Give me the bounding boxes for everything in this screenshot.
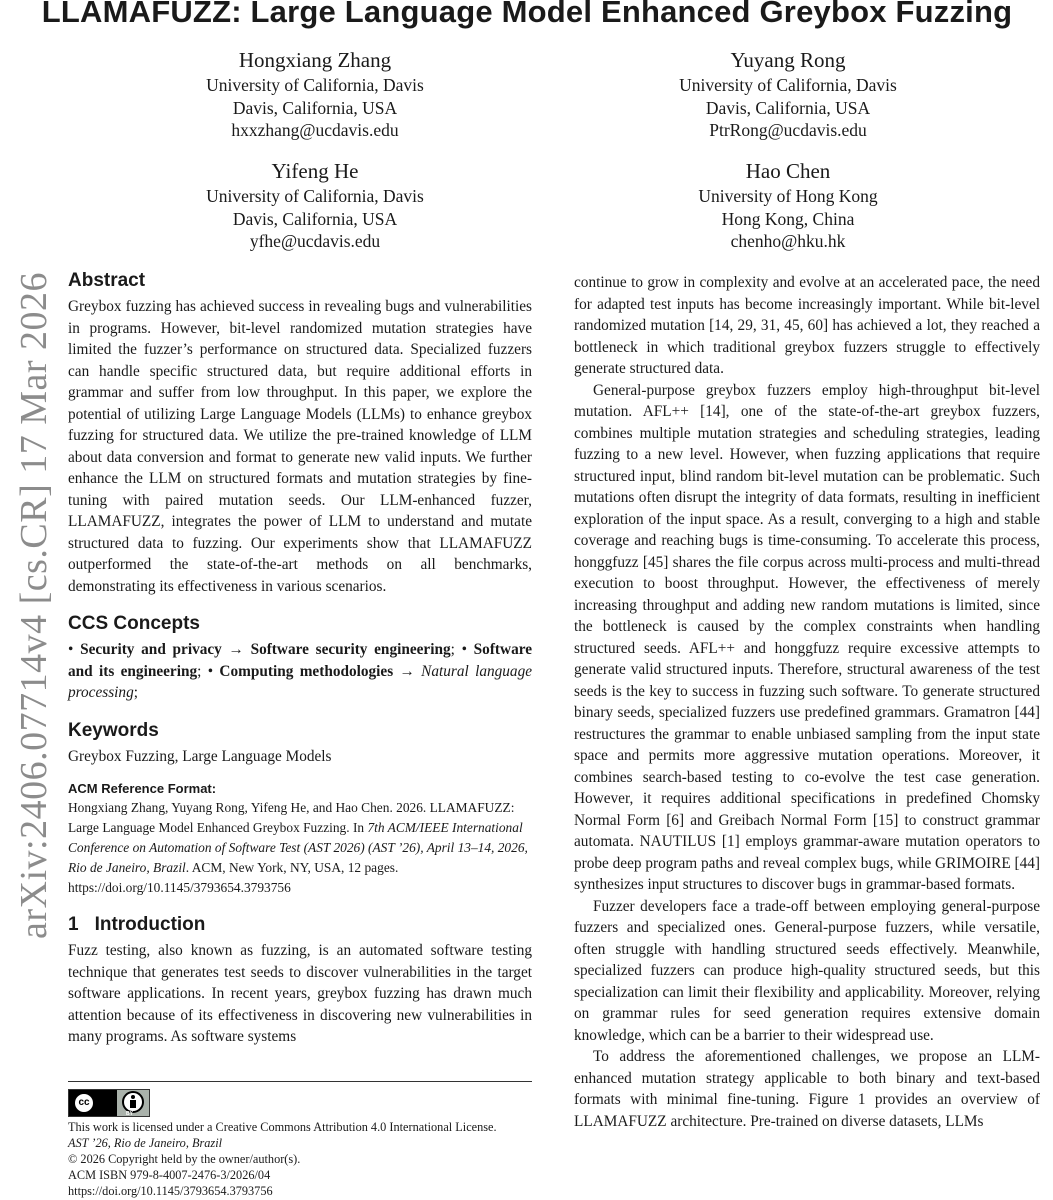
footnote-text (68, 1119, 538, 1199)
ccs-concept: Computing methodologies (219, 662, 394, 680)
conference-text: AST ’26, Rio de Janeiro, Brazil (68, 1136, 223, 1150)
title-container (0, 0, 1053, 40)
bullet: • (207, 662, 214, 680)
cc-by-license-badge[interactable] (68, 1089, 150, 1117)
footnote-rule (68, 1081, 532, 1082)
author-email[interactable]: chenho@hku.hk (730, 231, 846, 251)
attribution-person-icon (122, 1091, 144, 1113)
body-paragraph: To address the aforementioned challenges, we propose an LLM-enhanced mutation strategy applicable to both binary and text-based formats with minimal fine-tuning. Figure 1 provides an overview of LLAMAFUZZ architecture. Pre-trained on diverse datasets, LLMs (574, 1048, 1040, 1130)
ref-tail: . ACM, New York, NY, USA, 12 pages. https://doi.org/10.1145/3793654.3793756 (68, 860, 399, 895)
author-affiliation: University of California, Davis (206, 186, 424, 206)
left-column (68, 266, 532, 1048)
separator: ; (197, 662, 202, 680)
author-location: Davis, California, USA (232, 97, 398, 118)
copyright-text: © 2026 Copyright held by the owner/author(s). (68, 1152, 301, 1166)
author-email[interactable]: hxxzhang@ucdavis.edu (231, 120, 399, 140)
ccs-concept: Natural language processing (68, 662, 533, 701)
separator: ; (450, 641, 455, 658)
arxiv-identifier-stamp: arXiv:2406.07714v4 [cs.CR] 17 Mar 2026 (13, 271, 55, 939)
paper-title: LLAMAFUZZ: Large Language Model Enhanced Greybox Fuzzing (41, 0, 1013, 29)
author-affiliation: University of California, Davis (679, 75, 897, 95)
author-location: Hong Kong, China (721, 208, 855, 229)
acm-reference-text (68, 798, 532, 898)
separator: ; (133, 684, 138, 701)
ccs-concept: Software security engineering (250, 641, 451, 658)
ccs-text (68, 639, 532, 704)
section-heading (68, 910, 532, 940)
doi-link[interactable]: https://doi.org/10.1145/3793654.3793756 (68, 1184, 273, 1198)
author-email[interactable]: PtrRong@ucdavis.edu (709, 120, 867, 140)
arrow: → (399, 662, 415, 680)
ref-venue: 7th ACM/IEEE International Conference on Automation of Software Test (AST 2026) (AST ’26), April 13–14, 2026, Rio de Janeiro, Brazil (68, 820, 528, 875)
abstract-heading: Abstract (68, 270, 146, 291)
author-location: Davis, California, USA (705, 97, 871, 118)
acm-reference-heading: ACM Reference Format: (68, 781, 217, 796)
ccs-concept: Software and its engineering (68, 641, 533, 680)
keywords-heading: Keywords (68, 719, 159, 741)
body-paragraph: Fuzzer developers face a trade-off between employing general-purpose fuzzers and specialized ones. General-purpose fuzzers, while versatile, often struggle with handling structured seeds effectively. Meanwhile, specialized fuzzers can produce high-quality structured seeds, but this specialization can limit their flexibility and applicability. Moreover, relying on grammar rules for seed generation requires extensive domain knowledge, which can be a barrier to their widespread use. (574, 897, 1040, 1044)
author-email[interactable]: yfhe@ucdavis.edu (249, 231, 381, 251)
badge-dark-panel (69, 1090, 117, 1116)
author-affiliation: University of Hong Kong (698, 186, 878, 206)
ref-authors: Hongxiang Zhang, Yuyang Rong, Yifeng He, and Hao Chen. 2026. LLAMAFUZZ: Large Language Model Enhanced Greybox Fuzzing. In (68, 800, 515, 835)
bullet: • (68, 641, 74, 658)
author-location: Davis, California, USA (232, 208, 398, 229)
keywords-section (68, 716, 532, 768)
cc-icon: cc (73, 1092, 95, 1114)
author-name: Hongxiang Zhang (238, 48, 392, 72)
arrow: → (228, 641, 244, 658)
bullet: • (461, 641, 467, 658)
license-text: This work is licensed under a Creative Commons Attribution 4.0 International License. (68, 1120, 497, 1134)
abstract-text: Greybox fuzzing has achieved success in revealing bugs and vulnerabilities in programs. However, bit-level randomized mutation strategies have limited the fuzzer’s performance on structured data. Specialized fuzzers can handle specific structured data, but require additional efforts in grammar and suffer from low throughput. In this paper, we explore the potential of utilizing Large Language Models (LLMs) to enhance greybox fuzzing for structured data. We utilize the pre-trained knowledge of LLM about data conversion and format to generate new valid inputs. We further enhance the LLM on structured formats and mutation strategies by fine-tuning with paired mutation seeds. Our LLM-enhanced fuzzer, LLAMAFUZZ, integrates the power of LLM to understand and mutate structured data to fuzzing. Our experiments show that LLAMAFUZZ outperformed the state-of-the-art methods on all benchmarks, demonstrating its effectiveness in various scenarios. (68, 298, 532, 595)
ccs-section (68, 609, 532, 704)
author-affiliation: University of California, Davis (206, 75, 424, 95)
author-block-4 (568, 157, 1008, 253)
author-block-3 (95, 157, 535, 253)
ccs-heading: CCS Concepts (68, 613, 200, 634)
author-name: Hao Chen (745, 159, 831, 183)
introduction-section (68, 910, 532, 1048)
author-name: Yuyang Rong (730, 48, 846, 72)
author-name: Yifeng He (271, 159, 359, 183)
intro-paragraph: Fuzz testing, also known as fuzzing, is an automated software testing technique that generates test seeds to discover vulnerabilities in the target software applications. In recent years, greybox fuzzing has drawn much attention because of its effectiveness in discovering new vulnerabilities in many programs. As software systems (68, 942, 532, 1045)
author-block-2 (568, 46, 1008, 142)
acm-reference-section (68, 779, 532, 898)
author-block-1 (95, 46, 535, 142)
body-paragraph: continue to grow in complexity and evolve at an accelerated pace, the need for adapted test inputs has become increasingly important. While bit-level randomized mutation [14, 29, 31, 45, 60] has achieved a lot, they reached a bottleneck in which traditional greybox fuzzers struggle to effectively generate structured data. (574, 274, 1040, 377)
section-number: 1 (68, 914, 79, 935)
keywords-text: Greybox Fuzzing, Large Language Models (68, 747, 332, 765)
section-title: Introduction (94, 914, 206, 935)
by-label: BY (126, 1111, 133, 1117)
ccs-concept: Security and privacy (80, 641, 222, 658)
right-column (574, 272, 1040, 1132)
body-paragraph: General-purpose greybox fuzzers employ high-throughput bit-level mutation. AFL++ [14], one of the state-of-the-art greybox fuzzers, combines multiple mutation strategies and scheduling strategies, leading fuzzing to a new level. However, when fuzzing applications that require structured input, blind random bit-level mutation can be problematic. Such mutations often disrupt the integrity of data formats, resulting in inefficient exploration of the input space. As a result, converging to a high and stable coverage and reaching bugs is time-consuming. To accelerate this process, honggfuzz [45] shares the file corpus across multi-process and multi-thread execution to boost throughput. However, the effectiveness of merely increasing throughput and adding new random mutations is limited, since the bottleneck is caused by the complex constraints when handling structured seeds. AFL++ and honggfuzz require excessive attempts to generate valid structured inputs. Therefore, structural awareness of the test seeds is the key to success in fuzzing such software. To generate structured binary seeds, specialized fuzzers use predefined grammars. Gramatron [44] restructures the grammar to enable unbiased sampling from the input state space and permits more aggressive mutation operations. Moreover, it combines search-based testing to co-evolve the test case generation. However, it requires additional specifications in predefined Chomsky Normal Form [6] and Greibach Normal Form [15] to construct grammar automata. NAUTILUS [1] employs grammar-aware mutation operators to probe deep program paths and reveal complex bugs, while GRIMOIRE [44] synthesizes input structures to discover bugs in grammar-based formats. (574, 381, 1041, 893)
abstract-section (68, 266, 532, 597)
isbn-text: ACM ISBN 979-8-4007-2476-3/2026/04 (68, 1168, 271, 1182)
